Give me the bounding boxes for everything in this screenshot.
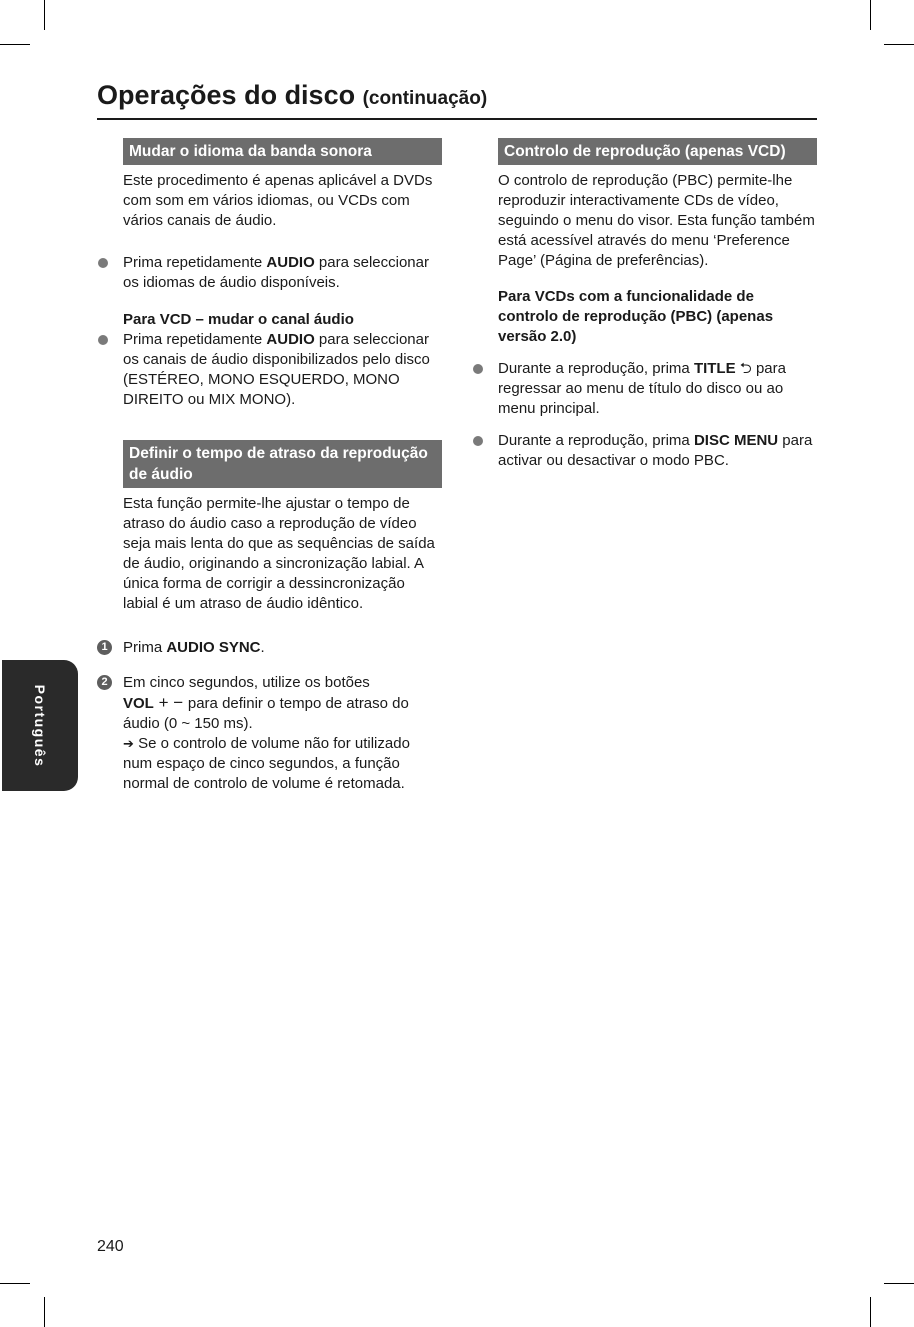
step-item [97,673,442,794]
crop-mark [0,1283,30,1284]
crop-mark [0,44,30,45]
bullet-icon [98,335,108,345]
item-text: para seleccionar os canais de áudio disponibilizados pelo disco (ESTÉREO, MONO ESQUERDO, MONO DIREITO ou MIX MONO). [123,331,430,408]
subheading-vcd-audio: Para VCD – mudar o canal áudio [123,311,354,328]
section-intro: Este procedimento é apenas aplicável a DVDs com som em vários idiomas, ou VCDs com vários canais de áudio. [123,172,433,229]
crop-mark [870,0,871,30]
key-label: AUDIO SYNC [166,639,261,656]
item-text: para regressar ao menu de título do disco ou ao menu principal. [498,360,786,417]
step-number-icon: 2 [97,675,112,690]
note-text: Se o controlo de volume não for utilizado num espaço de cinco segundos, a função normal de controlo de volume é retomada. [123,735,410,792]
section-intro: Esta função permite-lhe ajustar o tempo de atraso do áudio caso a reprodução de vídeo seja mais lenta do que as sequências de saída de áudio, originando a sincronização labial. A única forma de corrigir a dessincronização labial é um atraso de áudio idêntico. [123,495,435,612]
item-text: Durante a reprodução, prima [498,432,694,449]
item-text: . [260,639,265,656]
item-text: Em cinco segundos, utilize os botões [123,674,370,691]
list-item [472,359,817,419]
section-intro: O controlo de reprodução (PBC) permite-lhe reproduzir interactivamente CDs de vídeo, seguindo o menu do visor. Esta função também está acessível através do menu ‘Preference Page’ (Página de preferências). [498,172,815,269]
bullet-icon [98,258,108,268]
item-text [123,693,442,734]
language-side-tab [2,660,78,791]
crop-mark [884,44,914,45]
vol-plus-minus-icon: + − [153,693,188,712]
key-label: VOL [123,695,154,712]
language-tab-label: Português [32,684,48,767]
item-text: para activar ou desactivar o modo PBC. [498,432,813,469]
list-item [97,253,442,293]
crop-mark [44,1297,45,1327]
subheading-pbc: Para VCDs com a funcionalidade de controlo de reprodução (PBC) (apenas versão 2.0) [498,288,774,345]
right-column [472,138,817,471]
item-text: para seleccionar os idiomas de áudio disponíveis. [123,254,429,291]
item-text: Prima [123,639,167,656]
item-text: Prima repetidamente [123,331,267,348]
section-heading-playback-control: Controlo de reprodução (apenas VCD) [498,138,817,165]
item-note [123,734,442,794]
title-rule [97,118,817,120]
key-label: AUDIO [266,331,315,348]
bullet-icon [473,436,483,446]
list-item [97,330,442,410]
section-heading-audio-delay: Definir o tempo de atraso da reprodução de áudio [123,440,442,488]
left-column [97,138,442,794]
item-text: Durante a reprodução, prima [498,360,694,377]
crop-mark [884,1283,914,1284]
return-icon: ⮌ [739,360,752,377]
page-title [97,80,817,111]
section-heading-audio-language: Mudar o idioma da banda sonora [123,138,442,165]
page-title-main: Operações do disco [97,80,356,110]
page-number: 240 [97,1238,124,1255]
page-title-subtitle: (continuação) [362,88,488,109]
item-text: para definir o tempo de atraso do áudio (0 ~ 150 ms). [123,695,409,732]
list-item [472,431,817,471]
item-text: Prima repetidamente [123,254,267,271]
arrow-icon: ➔ [123,736,134,751]
bullet-icon [473,364,483,374]
step-number-icon: 1 [97,640,112,655]
crop-mark [44,0,45,30]
key-label: DISC MENU [693,432,779,449]
key-label: TITLE [693,360,736,377]
crop-mark [870,1297,871,1327]
step-item [97,638,442,658]
key-label: AUDIO [266,254,315,271]
